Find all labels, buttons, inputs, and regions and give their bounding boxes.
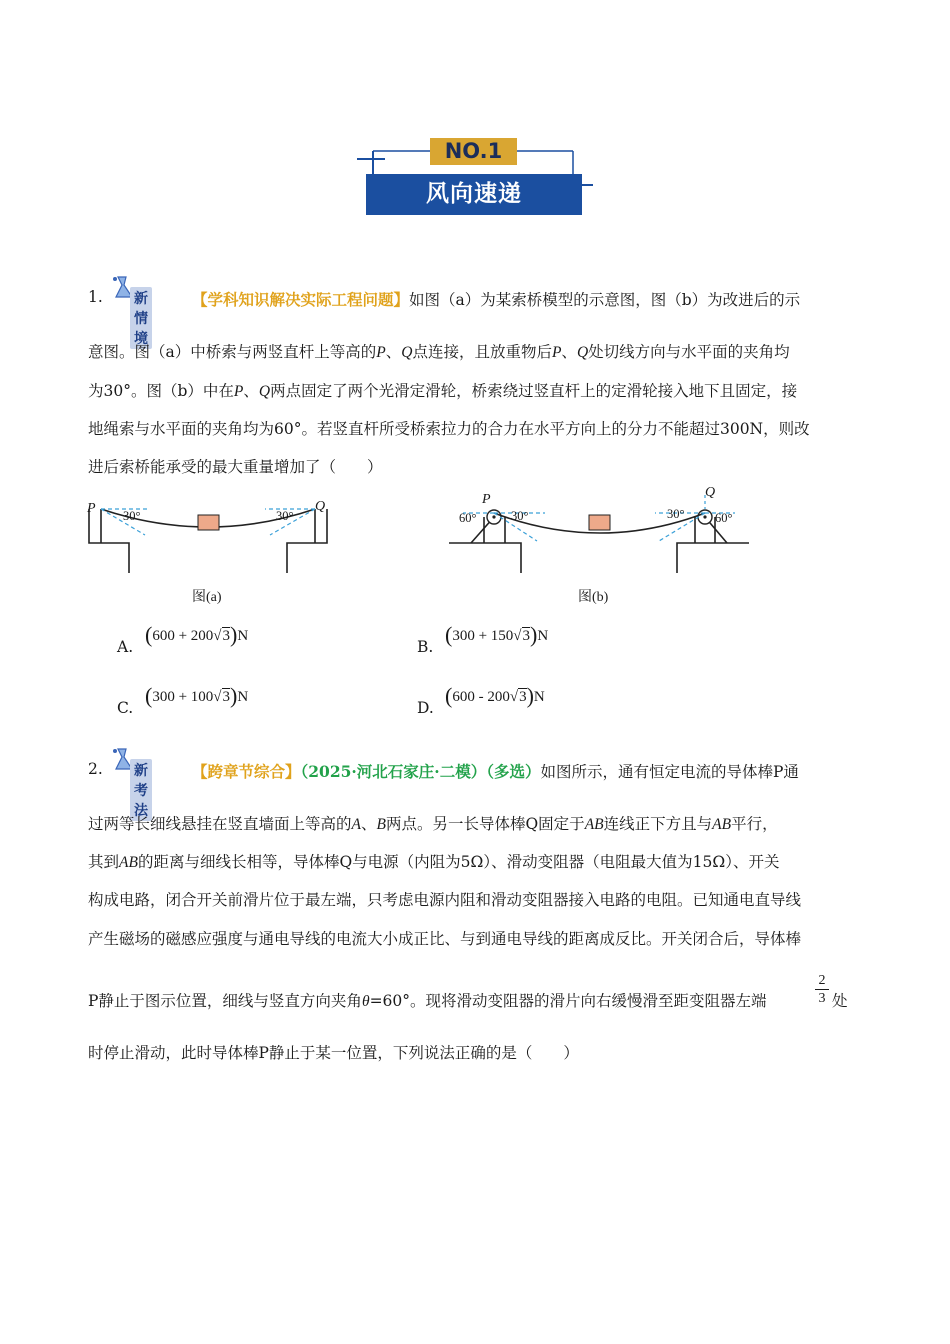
- q2-badge: [110, 745, 148, 819]
- figure-a: [85, 495, 335, 580]
- figure-a-drawing: [85, 495, 335, 580]
- fig-b-label-q: Q: [705, 485, 716, 500]
- operator: +: [178, 689, 188, 705]
- q2-line2: [88, 812, 778, 834]
- unit: N: [533, 689, 545, 705]
- header-number: NO.1: [444, 139, 503, 163]
- radicand: 3: [522, 628, 531, 644]
- q1-line2-b: 点连接，且放重物后: [412, 343, 552, 361]
- term-b: 150: [490, 628, 514, 644]
- q1-number: 1.: [88, 288, 103, 306]
- fig-a-angle-left: 30°: [123, 509, 141, 523]
- sep: 、: [385, 343, 402, 361]
- term-a: 300: [452, 628, 475, 644]
- option-b-letter: B.: [417, 638, 434, 656]
- point-p: P: [551, 344, 562, 361]
- fig-b-label-p: P: [482, 492, 491, 507]
- operator: +: [178, 628, 188, 644]
- option-c-formula: (300 + 100√3)N: [145, 683, 249, 708]
- fig-b-angle-left-in: 30°: [511, 509, 529, 523]
- term-b: 100: [190, 689, 214, 705]
- operator: +: [478, 628, 488, 644]
- point-q: Q: [401, 344, 413, 361]
- unit: N: [237, 628, 249, 644]
- fraction-numerator: 2: [815, 972, 829, 990]
- q1-line3: [88, 379, 797, 401]
- q1-line2-a: 意图。图（a）中桥索与两竖直杆上等高的: [88, 343, 377, 361]
- figure-a-caption: 图(a): [192, 590, 222, 605]
- q1-line2: [88, 340, 790, 362]
- term-b: 200: [487, 689, 510, 705]
- point-b: B: [376, 816, 386, 833]
- q2-line2-d: 平行，: [731, 815, 778, 833]
- unit: N: [237, 689, 249, 705]
- q2-line2-a: 过两等长细线悬挂在竖直墙面上等高的: [88, 815, 352, 833]
- q1-tag: 【学科知识解决实际工程问题】: [192, 290, 410, 309]
- segment-ab: AB: [584, 816, 604, 833]
- q2-line4: 构成电路，闭合开关前滑片位于最左端，只考虑电源内阻和滑动变阻器接入电路的电阻。已知通电直导线: [88, 891, 802, 909]
- figure-b: [445, 485, 755, 580]
- q2-line6-a: P静止于图示位置，细线与竖直方向夹角: [88, 992, 362, 1010]
- sep: 、: [561, 343, 577, 361]
- q2-line5: 产生磁场的磁感应强度与通电导线的电流大小成正比、与到通电导线的距离成反比。开关闭合后，导体棒: [88, 930, 802, 948]
- fig-a-label-p: P: [87, 501, 96, 516]
- term-a: 300: [152, 689, 175, 705]
- q2-line3-a: 其到: [88, 853, 120, 871]
- option-a-letter: A.: [117, 638, 134, 656]
- sep: 、: [243, 382, 259, 400]
- q2-source: （2025·河北石家庄·二模）（多选）: [300, 762, 541, 781]
- option-d[interactable]: [417, 683, 697, 723]
- operator: -: [478, 689, 484, 705]
- theta-symbol: θ: [361, 993, 370, 1010]
- header-title: 风向速递: [426, 181, 522, 207]
- q2-line7: 时停止滑动，此时导体棒P静止于某一位置，下列说法正确的是（ ）: [88, 1044, 579, 1062]
- option-d-letter: D.: [417, 699, 434, 717]
- point-a: A: [351, 816, 361, 833]
- q1-line1-rest: 如图（a）为某索桥模型的示意图，图（b）为改进后的示: [409, 291, 801, 309]
- section-header: [355, 135, 595, 220]
- q2-number: 2.: [88, 760, 103, 778]
- q2-line3: [88, 850, 779, 872]
- figure-b-caption: 图(b): [578, 590, 609, 605]
- segment-ab: AB: [712, 816, 732, 833]
- option-a[interactable]: [117, 622, 397, 662]
- unit: N: [537, 628, 549, 644]
- option-b[interactable]: [417, 622, 697, 662]
- fig-a-label-q: Q: [315, 499, 326, 514]
- point-q: Q: [258, 383, 271, 400]
- q2-line6-b: =60°。现将滑动变阻器的滑片向右缓慢滑至距变阻器左端: [369, 992, 767, 1010]
- fraction-two-thirds: [815, 972, 829, 1007]
- option-c-letter: C.: [117, 699, 134, 717]
- q1-badge: [110, 273, 148, 347]
- q2-tag: 【跨章节综合】: [192, 762, 301, 781]
- sep: 、: [360, 815, 377, 833]
- point-q: Q: [576, 344, 589, 361]
- q1-line3-b: 两点固定了两个光滑定滑轮，桥索绕过竖直杆上的定滑轮接入地下且固定，接: [270, 382, 798, 400]
- q2-line1-text: [192, 760, 799, 782]
- q1-line3-a: 为30°。图（b）中在: [88, 382, 234, 400]
- radicand: 3: [222, 628, 231, 644]
- q1-line1-text: [192, 288, 800, 310]
- term-b: 200: [190, 628, 214, 644]
- q2-line1-rest: 如图所示，通有恒定电流的导体棒P通: [540, 763, 799, 781]
- point-p: P: [376, 344, 386, 361]
- q1-line2-c: 处切线方向与水平面的夹角均: [588, 343, 790, 361]
- q2-badge-label: 新考法: [130, 759, 152, 821]
- segment-ab: AB: [119, 854, 138, 871]
- fig-b-angle-right-out: 60°: [715, 511, 733, 525]
- q1-line5: 进后索桥能承受的最大重量增加了（ ）: [88, 458, 383, 476]
- q2-number-line: [88, 760, 103, 778]
- q1-badge-label: 新情境: [130, 287, 152, 349]
- fraction-denominator: 3: [818, 991, 826, 1006]
- option-a-formula: (600 + 200√3)N: [145, 622, 249, 647]
- q2-line3-b: 的距离与细线长相等，导体棒Q与电源（内阻为5Ω）、滑动变阻器（电阻最大值为15Ω）、开关: [137, 853, 780, 871]
- radicand: 3: [519, 689, 527, 705]
- fig-b-angle-right-in: 30°: [667, 507, 685, 521]
- q2-line2-b: 两点。另一长导体棒Q固定于: [385, 815, 585, 833]
- q2-line2-c: 连线正下方且与: [603, 815, 713, 833]
- q1-line4: 地绳索与水平面的夹角均为60°。若竖直杆所受桥索拉力的合力在水平方向上的分力不能超过300N，则改: [88, 420, 810, 438]
- option-d-formula: (600 - 200√3)N: [445, 683, 545, 708]
- term-a: 600: [452, 689, 475, 705]
- radicand: 3: [222, 689, 231, 705]
- option-b-formula: (300 + 150√3)N: [445, 622, 549, 647]
- q1-line1: [88, 288, 103, 306]
- q2-line6-c: 处: [832, 992, 848, 1010]
- fig-a-angle-right: 30°: [276, 509, 294, 523]
- term-a: 600: [152, 628, 175, 644]
- q2-line6: [88, 989, 767, 1011]
- option-c[interactable]: [117, 683, 397, 723]
- fig-b-angle-left-out: 60°: [459, 511, 477, 525]
- point-p: P: [233, 383, 244, 400]
